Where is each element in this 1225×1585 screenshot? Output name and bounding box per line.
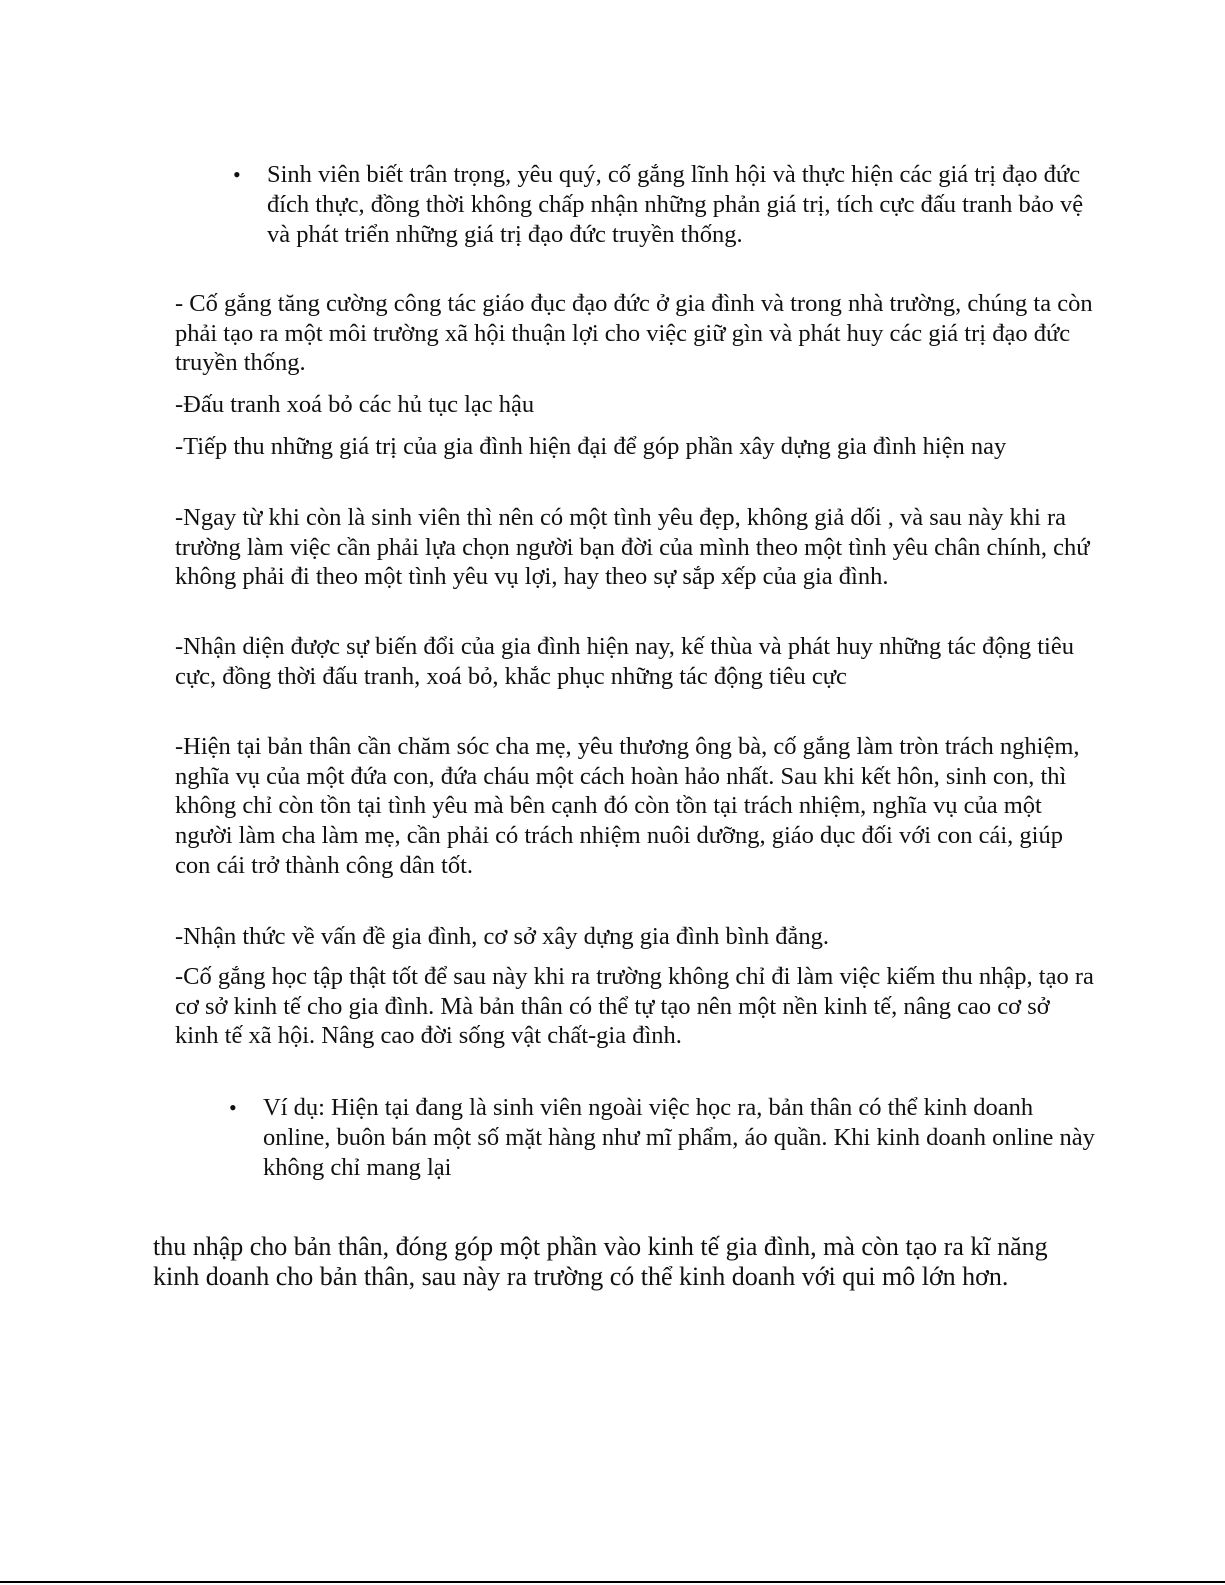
paragraph-study-economy: -Cố gắng học tập thật tốt để sau này khi ra trường không chỉ đi làm việc kiếm thu nhập, tạo ra cơ sở kinh tế cho gia đình. Mà bản thân có thể tự tạo nên một nền kinh tế, nâng cao cơ sở kinh tế xã hội. Nâng cao đời sống vật chất-gia đình. — [175, 963, 1094, 1050]
paragraph-continuation: thu nhập cho bản thân, đóng góp một phần vào kinh tế gia đình, mà còn tạo ra kĩ năng kinh doanh cho bản thân, sau này ra trường có thể kinh doanh với qui mô lớn hơn. — [153, 1232, 1048, 1291]
bullet-icon: • — [233, 162, 241, 187]
paragraph-parent-duty: -Hiện tại bản thân cần chăm sóc cha mẹ, yêu thương ông bà, cố gắng làm tròn trách nghiệm, nghĩa vụ của một đứa con, đứa cháu một cách hoàn hảo nhất. Sau khi kết hôn, sinh con, thì không chỉ còn tồn tại tình yêu mà bên cạnh đó còn tồn tại trách nhiệm, nghĩa vụ của một người làm cha làm mẹ, cần phải có trách nhiệm nuôi dưỡng, giáo dục đối với con cái, giúp con cái trở thành công dân tốt. — [175, 733, 1080, 879]
bullet-text: Sinh viên biết trân trọng, yêu quý, cố gắng lĩnh hội và thực hiện các giá trị đạo đức đích thực, đồng thời không chấp nhận những phản giá trị, tích cực đấu tranh bảo vệ và phát triển những giá trị đạo đức truyền thống. — [267, 161, 1084, 248]
paragraph-modern-family: -Tiếp thu những giá trị của gia đình hiện đại để góp phần xây dựng gia đình hiện nay — [175, 433, 1007, 460]
bottom-border — [0, 1581, 1225, 1583]
bullet-text: Ví dụ: Hiện tại đang là sinh viên ngoài việc học ra, bản thân có thể kinh doanh online, buôn bán một số mặt hàng như mĩ phẩm, áo quần. Khi kinh doanh online này không chỉ mang lại — [263, 1094, 1095, 1181]
bullet-item-example — [229, 1093, 1099, 1183]
paragraph-equal-family: -Nhận thức về vấn đề gia đình, cơ sở xây dựng gia đình bình đẳng. — [175, 923, 829, 950]
paragraph-true-love: -Ngay từ khi còn là sinh viên thì nên có một tình yêu đẹp, không giả dối , và sau này khi ra trường làm việc cần phải lựa chọn người bạn đời của mình theo một tình yêu chân chính, chứ không phải đi theo một tình yêu vụ lợi, hay theo sự sắp xếp của gia đình. — [175, 504, 1090, 591]
paragraph-abolish-customs: -Đấu tranh xoá bỏ các hủ tục lạc hậu — [175, 391, 535, 418]
bullet-item-values — [233, 160, 1093, 250]
paragraph-moral-education: - Cố gắng tăng cường công tác giáo đục đạo đức ở gia đình và trong nhà trường, chúng ta còn phải tạo ra một môi trường xã hội thuận lợi cho việc giữ gìn và phát huy các giá trị đạo đức truyền thống. — [175, 290, 1093, 377]
paragraph-family-change: -Nhận diện được sự biến đổi của gia đình hiện nay, kế thùa và phát huy những tác động tiêu cực, đồng thời đấu tranh, xoá bỏ, khắc phục những tác động tiêu cực — [175, 633, 1074, 690]
bullet-icon: • — [229, 1095, 237, 1120]
